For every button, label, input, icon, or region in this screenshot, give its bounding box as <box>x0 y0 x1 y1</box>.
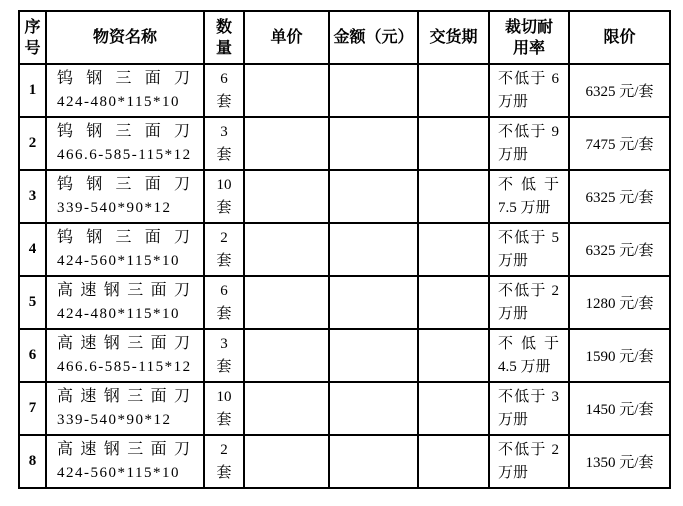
header-price-limit: 限价 <box>569 11 670 64</box>
table-row <box>19 117 670 170</box>
row-number: 2 <box>19 117 46 170</box>
quantity-cell <box>204 382 244 435</box>
material-name: 高速钢三面刀 <box>57 388 190 405</box>
durability-cell <box>489 223 569 276</box>
row-number: 4 <box>19 223 46 276</box>
limit-price-cell: 1280 元/套 <box>569 276 670 329</box>
delivery-cell <box>418 170 489 223</box>
quantity-value: 3 <box>220 123 228 140</box>
table-body <box>19 64 670 488</box>
quantity-value: 2 <box>220 229 228 246</box>
row-number: 1 <box>19 64 46 117</box>
delivery-cell <box>418 435 489 488</box>
quantity-cell <box>204 329 244 382</box>
header-serial-line1: 序 <box>24 18 41 36</box>
durability-cell <box>489 170 569 223</box>
limit-price-cell: 1590 元/套 <box>569 329 670 382</box>
durability-line1: 不 低 于 <box>498 335 559 352</box>
header-serial-line2: 号 <box>24 39 41 57</box>
quantity-unit: 套 <box>216 411 232 428</box>
amount-cell <box>329 223 418 276</box>
material-name: 高速钢三面刀 <box>57 282 190 299</box>
quantity-value: 6 <box>220 282 228 299</box>
table-row <box>19 382 670 435</box>
material-name: 钨钢三面刀 <box>57 176 190 193</box>
unit-price-cell <box>244 382 329 435</box>
row-number: 7 <box>19 382 46 435</box>
material-name-cell <box>46 117 204 170</box>
material-name-cell <box>46 64 204 117</box>
material-name-cell <box>46 223 204 276</box>
quantity-value: 6 <box>220 70 228 87</box>
material-spec: 424-480*115*10 <box>57 306 180 322</box>
durability-line2: 7.5 万册 <box>498 199 551 216</box>
durability-line2: 万册 <box>498 252 529 269</box>
table-row <box>19 435 670 488</box>
amount-cell <box>329 382 418 435</box>
durability-line1: 不低于 2 <box>498 282 559 299</box>
durability-cell <box>489 64 569 117</box>
header-quantity-line2: 量 <box>215 39 232 57</box>
header-unit-price: 单价 <box>244 11 329 64</box>
material-spec: 424-480*115*10 <box>57 94 180 110</box>
delivery-cell <box>418 223 489 276</box>
durability-line1: 不低于 2 <box>498 441 559 458</box>
delivery-cell <box>418 382 489 435</box>
material-name: 高速钢三面刀 <box>57 335 190 352</box>
quantity-cell <box>204 117 244 170</box>
limit-price-cell: 6325 元/套 <box>569 170 670 223</box>
table-row <box>19 170 670 223</box>
quantity-cell <box>204 64 244 117</box>
durability-cell <box>489 329 569 382</box>
amount-cell <box>329 329 418 382</box>
material-name-cell <box>46 382 204 435</box>
quantity-unit: 套 <box>216 252 232 269</box>
amount-cell <box>329 64 418 117</box>
header-quantity <box>204 11 244 64</box>
quantity-unit: 套 <box>216 199 232 216</box>
material-spec: 424-560*115*10 <box>57 465 180 481</box>
quantity-unit: 套 <box>216 93 232 110</box>
limit-price-cell: 6325 元/套 <box>569 223 670 276</box>
quantity-cell <box>204 276 244 329</box>
durability-line1: 不低于 3 <box>498 388 559 405</box>
amount-cell <box>329 276 418 329</box>
durability-line2: 万册 <box>498 93 529 110</box>
quantity-cell <box>204 223 244 276</box>
durability-line2: 万册 <box>498 464 529 481</box>
material-spec: 339-540*90*12 <box>57 200 172 216</box>
material-spec: 424-560*115*10 <box>57 253 180 269</box>
unit-price-cell <box>244 223 329 276</box>
table-row <box>19 64 670 117</box>
unit-price-cell <box>244 276 329 329</box>
material-name: 高速钢三面刀 <box>57 441 190 458</box>
delivery-cell <box>418 276 489 329</box>
durability-line1: 不低于 5 <box>498 229 559 246</box>
header-material-name: 物资名称 <box>46 11 204 64</box>
material-spec: 466.6-585-115*12 <box>57 147 192 163</box>
durability-line2: 万册 <box>498 146 529 163</box>
header-row <box>19 11 670 64</box>
table-row <box>19 223 670 276</box>
material-name: 钨钢三面刀 <box>57 123 190 140</box>
header-durability-line2: 用率 <box>512 39 545 57</box>
quantity-value: 2 <box>220 441 228 458</box>
header-durability-line1: 裁切耐 <box>504 18 553 36</box>
table-header <box>19 11 670 64</box>
delivery-cell <box>418 117 489 170</box>
delivery-cell <box>418 329 489 382</box>
quantity-value: 10 <box>216 388 232 405</box>
durability-line1: 不 低 于 <box>498 176 559 193</box>
material-spec: 466.6-585-115*12 <box>57 359 192 375</box>
quantity-unit: 套 <box>216 146 232 163</box>
material-name: 钨钢三面刀 <box>57 70 190 87</box>
row-number: 6 <box>19 329 46 382</box>
unit-price-cell <box>244 64 329 117</box>
amount-cell <box>329 117 418 170</box>
header-delivery-period: 交货期 <box>418 11 489 64</box>
table-row <box>19 276 670 329</box>
quantity-value: 10 <box>216 176 232 193</box>
durability-cell <box>489 117 569 170</box>
durability-line1: 不低于 9 <box>498 123 559 140</box>
amount-cell <box>329 170 418 223</box>
quantity-cell <box>204 170 244 223</box>
row-number: 5 <box>19 276 46 329</box>
material-name: 钨钢三面刀 <box>57 229 190 246</box>
header-quantity-line1: 数 <box>215 18 232 36</box>
table-row <box>19 329 670 382</box>
material-name-cell <box>46 276 204 329</box>
limit-price-cell: 1450 元/套 <box>569 382 670 435</box>
durability-cell <box>489 382 569 435</box>
limit-price-cell: 6325 元/套 <box>569 64 670 117</box>
amount-cell <box>329 435 418 488</box>
durability-line2: 万册 <box>498 411 529 428</box>
limit-price-cell: 1350 元/套 <box>569 435 670 488</box>
header-cutting-durability <box>489 11 569 64</box>
durability-line2: 4.5 万册 <box>498 358 551 375</box>
durability-cell <box>489 276 569 329</box>
material-name-cell <box>46 170 204 223</box>
quantity-unit: 套 <box>216 305 232 322</box>
quantity-cell <box>204 435 244 488</box>
limit-price-cell: 7475 元/套 <box>569 117 670 170</box>
header-serial-number <box>19 11 46 64</box>
header-amount: 金额（元） <box>329 11 418 64</box>
quotation-table <box>18 10 671 489</box>
quantity-unit: 套 <box>216 358 232 375</box>
unit-price-cell <box>244 117 329 170</box>
quantity-value: 3 <box>220 335 228 352</box>
durability-line1: 不低于 6 <box>498 70 559 87</box>
delivery-cell <box>418 64 489 117</box>
durability-line2: 万册 <box>498 305 529 322</box>
quantity-unit: 套 <box>216 464 232 481</box>
material-name-cell <box>46 329 204 382</box>
unit-price-cell <box>244 170 329 223</box>
durability-cell <box>489 435 569 488</box>
unit-price-cell <box>244 435 329 488</box>
row-number: 8 <box>19 435 46 488</box>
row-number: 3 <box>19 170 46 223</box>
material-name-cell <box>46 435 204 488</box>
unit-price-cell <box>244 329 329 382</box>
material-spec: 339-540*90*12 <box>57 412 172 428</box>
